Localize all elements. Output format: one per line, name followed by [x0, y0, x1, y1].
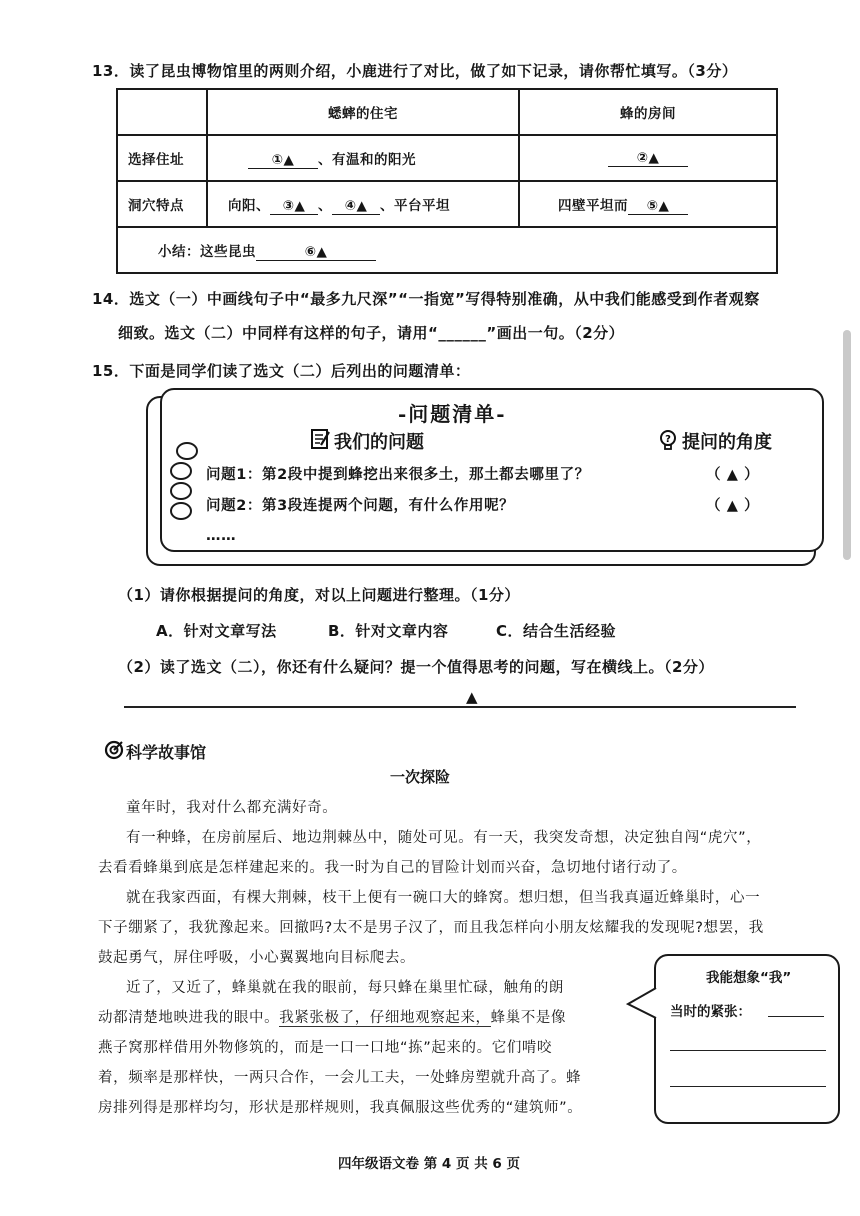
- cell-address-cricket: [207, 135, 519, 181]
- cell-text: 、: [318, 197, 332, 214]
- option-a[interactable]: A．针对文章写法: [156, 622, 277, 640]
- binder-ring: [170, 502, 192, 520]
- cell-cave-bee: [519, 181, 777, 227]
- bubble-answer-line[interactable]: [768, 1016, 824, 1017]
- story-p3-line1: 就在我家西面，有棵大荆棘，枝干上便有一碗口大的蜂窝。想归想，但当我真逼近蜂巢时，心一: [126, 890, 761, 906]
- q14-line2: 细致。选文（二）中同样有这样的句子，请用“______”画出一句。（2分）: [118, 324, 625, 342]
- target-icon: [104, 740, 124, 764]
- option-c[interactable]: C．结合生活经验: [496, 622, 617, 640]
- blank-5[interactable]: ⑤▲: [628, 198, 688, 215]
- summary-cell: [117, 227, 777, 273]
- bubble-label: 当时的紧张：: [670, 1004, 751, 1020]
- answer-line[interactable]: [124, 706, 796, 708]
- story-p3-line2: 下子绷紧了，我犹豫起来。回撤吗?太不是男子汉了，而且我怎样向小朋友炫耀我的发现呢?想罢，我: [98, 920, 764, 936]
- q15-intro: 15．下面是同学们读了选文（二）后列出的问题清单：: [92, 362, 471, 380]
- binder-ring: [170, 482, 192, 500]
- cell-text: 向阳、: [228, 197, 270, 214]
- svg-text:?: ?: [665, 434, 671, 445]
- cell-text: 、平台平坦: [380, 197, 450, 214]
- our-questions-heading: 我们的问题: [334, 432, 424, 453]
- story-p4-line2: [98, 1006, 566, 1027]
- story-text: 动都清楚地映进我的眼中。: [98, 1010, 280, 1026]
- q15-sub1: （1）请你根据提问的角度，对以上问题进行整理。（1分）: [118, 586, 520, 604]
- comparison-table: [116, 88, 778, 274]
- blank-3[interactable]: ③▲: [270, 198, 318, 215]
- table-header-bee: 蜂的房间: [519, 89, 777, 135]
- list-title: -问题清单-: [398, 402, 507, 426]
- option-b[interactable]: B．针对文章内容: [328, 622, 449, 640]
- story-text: 蜂巢不是像: [490, 1010, 567, 1026]
- cell-cave-cricket: [207, 181, 519, 227]
- row-label-cave: 洞穴特点: [117, 181, 207, 227]
- q13-text: 13．读了昆虫博物馆里的两则介绍，小鹿进行了对比，做了如下记录，请你帮忙填写。（3分）: [92, 62, 738, 80]
- story-p1: 童年时，我对什么都充满好奇。: [126, 800, 338, 816]
- row-label-address: 选择住址: [117, 135, 207, 181]
- story-p4-line4: 着，频率是那样快，一两只合作，一会儿工夫，一处蜂房塑就升高了。蜂: [98, 1070, 582, 1086]
- ellipsis: ……: [206, 528, 237, 544]
- blank-1[interactable]: ①▲: [248, 152, 318, 169]
- q15-sub2: （2）读了选文（二），你还有什么疑问？提一个值得思考的问题，写在横线上。（2分）: [118, 658, 714, 676]
- answer-blank-1[interactable]: （ ▲ ）: [706, 467, 760, 483]
- story-p4-line3: 燕子窝那样借用外物修筑的，而是一口一口地“拣”起来的。它们啃咬: [98, 1040, 553, 1056]
- story-p4-line1: 近了，又近了，蜂巢就在我的眼前，每只蜂在巢里忙碌，触角的朗: [126, 980, 564, 996]
- bubble-answer-line[interactable]: [670, 1086, 826, 1087]
- cell-address-bee: [519, 135, 777, 181]
- lightbulb-icon: [656, 428, 680, 456]
- story-title: 一次探险: [390, 768, 451, 786]
- cell-text: 四壁平坦而: [558, 197, 628, 214]
- scrollbar[interactable]: [843, 330, 851, 560]
- story-p4-line5: 房排列得是那样均匀，形状是那样规则，我真佩服这些优秀的“建筑师”。: [98, 1100, 583, 1116]
- bubble-pointer: [626, 986, 658, 1022]
- table-header-cricket: 蟋蟀的住宅: [207, 89, 519, 135]
- story-p3-line3: 鼓起勇气，屏住呼吸，小心翼翼地向目标爬去。: [98, 950, 416, 966]
- question-item-2: 问题2：第3段连提两个问题，有什么作用呢？: [206, 498, 515, 514]
- underlined-sentence: 我紧张极了，仔细地观察起来，: [279, 1010, 491, 1026]
- angle-heading: 提问的角度: [682, 432, 772, 453]
- notepad-icon: [310, 428, 332, 454]
- section-title: 科学故事馆: [126, 743, 207, 762]
- question-item-1: 问题1：第2段中提到蜂挖出来很多土，那土都去哪里了？: [206, 467, 590, 483]
- answer-blank-2[interactable]: （ ▲ ）: [706, 498, 760, 514]
- blank-4[interactable]: ④▲: [332, 198, 380, 215]
- q14-line1: 14．选文（一）中画线句子中“最多九尺深”“一指宽”写得特别准确，从中我们能感受到作者观察: [92, 290, 760, 308]
- story-p2-line2: 去看看蜂巢到底是怎样建起来的。我一时为自己的冒险计划而兴奋，急切地付诸行动了。: [98, 860, 687, 876]
- summary-label: 小结：这些昆虫: [158, 243, 256, 260]
- answer-mark: ▲: [466, 688, 478, 706]
- story-p2-line1: 有一种蜂，在房前屋后、地边荆棘丛中，随处可见。有一天，我突发奇想，决定独自闯“虎穴”，: [126, 830, 762, 846]
- blank-2[interactable]: ②▲: [608, 150, 688, 167]
- page-footer: 四年级语文卷 第 4 页 共 6 页: [338, 1156, 520, 1172]
- cell-text: 、有温和的阳光: [318, 151, 416, 168]
- bubble-answer-line[interactable]: [670, 1050, 826, 1051]
- blank-6[interactable]: ⑥▲: [256, 244, 376, 261]
- binder-ring: [176, 442, 198, 460]
- bubble-title: 我能想象“我”: [706, 970, 792, 986]
- binder-ring: [170, 462, 192, 480]
